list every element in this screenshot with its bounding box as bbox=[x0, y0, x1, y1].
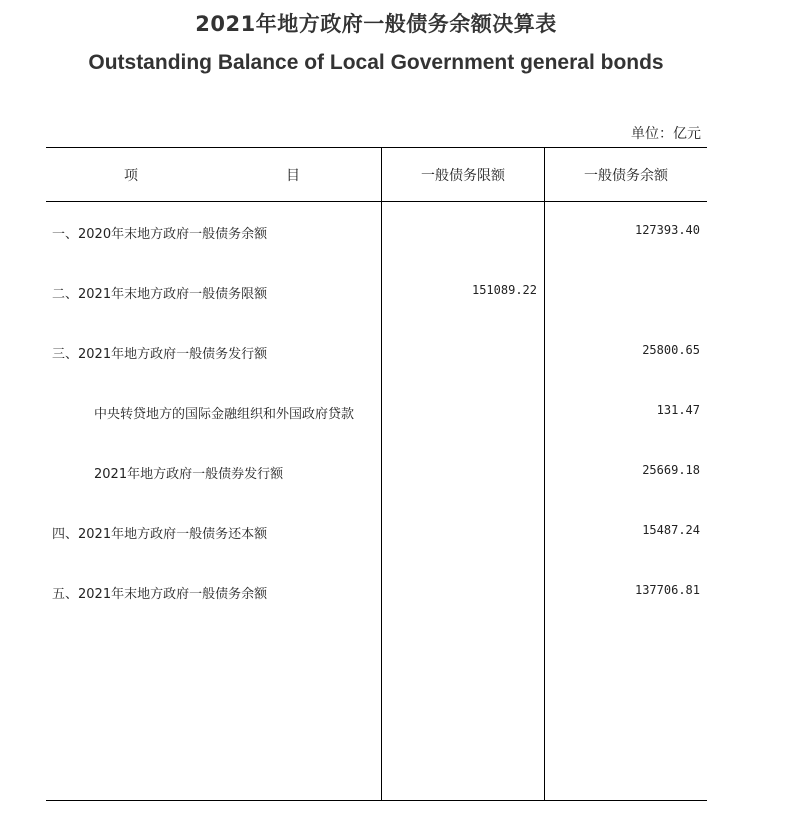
row-balance-value: 137706.81 bbox=[634, 583, 700, 597]
table-row bbox=[46, 583, 707, 603]
table-bottom-border bbox=[46, 800, 707, 801]
row-balance-value: 131.47 bbox=[656, 403, 700, 417]
table-row bbox=[46, 523, 707, 543]
unit-label: 单位：亿元 bbox=[631, 126, 701, 142]
row-balance-value: 25669.18 bbox=[642, 463, 700, 477]
row-label: 五、2021年末地方政府一般债务余额 bbox=[52, 587, 268, 602]
header-separator bbox=[46, 201, 707, 202]
row-label: 二、2021年末地方政府一般债务限额 bbox=[52, 287, 268, 302]
table-row bbox=[46, 403, 707, 423]
row-balance-value: 127393.40 bbox=[634, 223, 700, 237]
row-label: 2021年地方政府一般债券发行额 bbox=[94, 467, 284, 482]
row-label: 中央转贷地方的国际金融组织和外国政府贷款 bbox=[94, 407, 355, 422]
header-item-label: 目 bbox=[286, 168, 300, 184]
table-row bbox=[46, 343, 707, 363]
row-label: 四、2021年地方政府一般债务还本额 bbox=[52, 527, 268, 542]
table-row bbox=[46, 283, 707, 303]
page-title-chinese: 2021年地方政府一般债务余额决算表 bbox=[195, 12, 557, 36]
header-limit: 一般债务限额 bbox=[421, 168, 505, 184]
row-balance-value: 15487.24 bbox=[642, 523, 700, 537]
table-row bbox=[46, 463, 707, 483]
row-label: 一、2020年末地方政府一般债务余额 bbox=[52, 227, 268, 242]
header-balance: 一般债务余额 bbox=[584, 168, 668, 184]
header-item-label: 项 bbox=[124, 168, 138, 184]
row-balance-value: 25800.65 bbox=[642, 343, 700, 357]
table-row bbox=[46, 223, 707, 243]
page-title-english: Outstanding Balance of Local Government general bonds bbox=[88, 51, 664, 74]
debt-balance-table bbox=[46, 147, 707, 801]
row-limit-value: 151089.22 bbox=[471, 283, 537, 297]
row-label: 三、2021年地方政府一般债务发行额 bbox=[52, 347, 268, 362]
table-top-border bbox=[46, 147, 707, 148]
